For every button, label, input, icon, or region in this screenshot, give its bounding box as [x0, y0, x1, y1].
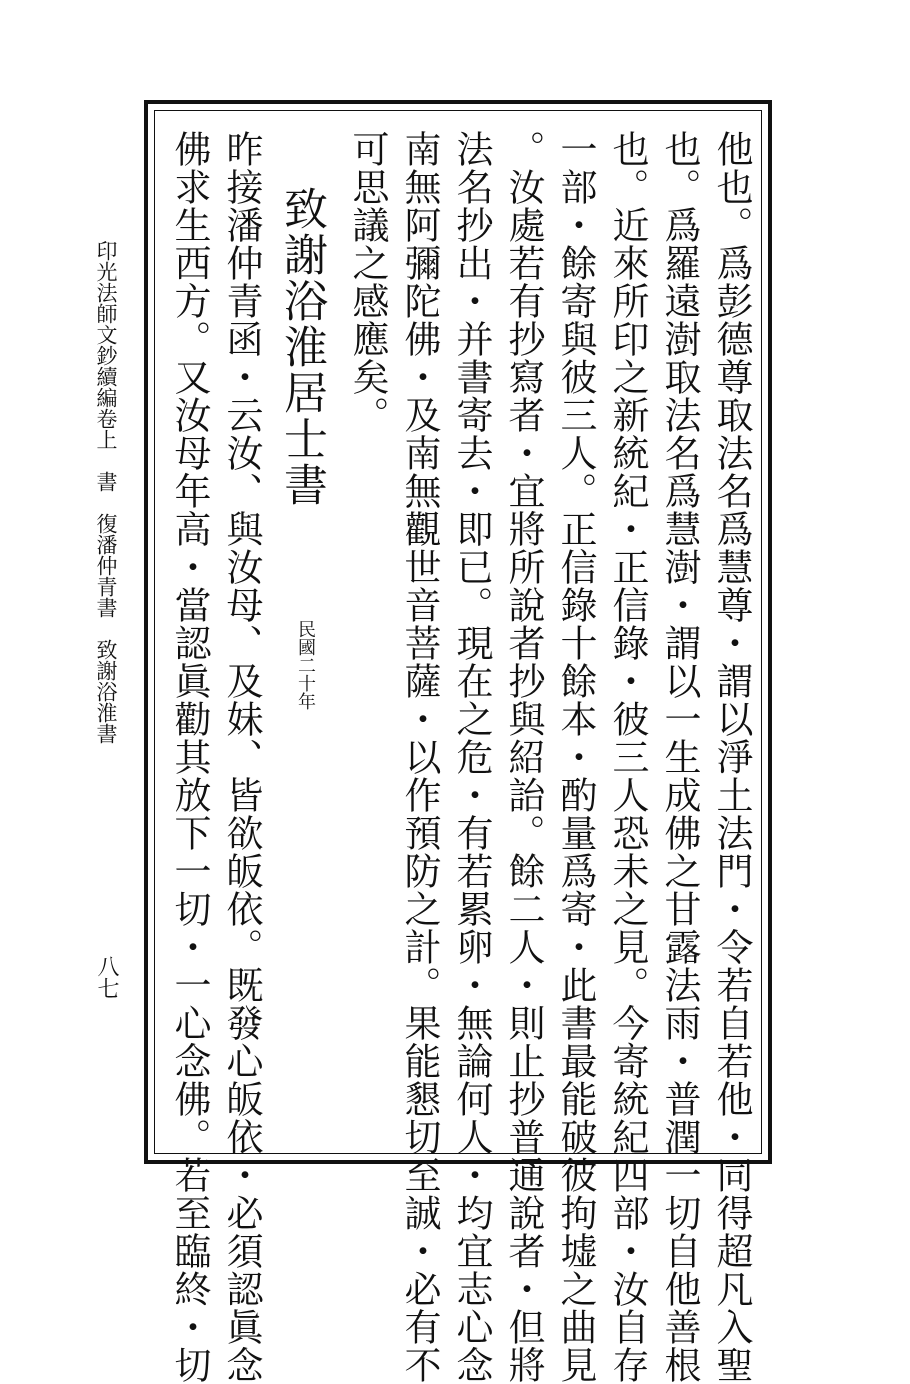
text-column-4: 一部・餘寄與彼三人。正信錄十餘本・酌量爲寄・此書最能破彼拘墟之曲見: [554, 130, 597, 1384]
letter-title: 致謝浴淮居士書: [276, 186, 327, 508]
text-column-7: 南無阿彌陀佛・及南無觀世音菩薩・以作預防之計。果能懇切至誠・必有不: [398, 130, 441, 1384]
text-column-1: 他也。爲彭德尊取法名爲慧尊・謂以淨土法門・令若自若他・同得超凡入聖: [710, 130, 753, 1384]
letter-column-1: 昨接潘仲青函・云汝、與汝母、及妹、皆欲皈依。既發心皈依・必須認眞念: [220, 130, 263, 1384]
letter-column-2: 佛求生西方。又汝母年高・當認眞勸其放下一切・一心念佛。若至臨終・切: [168, 130, 211, 1384]
running-head: 印光法師文鈔續編卷上 書 復潘仲青書 致謝浴淮書: [94, 240, 118, 744]
text-column-6: 法名抄出・并書寄去・即已。現在之危・有若累卵・無論何人・均宜志心念: [450, 130, 493, 1384]
page-number: 八七: [94, 955, 119, 999]
letter-date: 民國二十年: [295, 620, 316, 710]
text-area: [160, 130, 756, 1384]
text-column-5: 。汝處若有抄寫者・宜將所說者抄與紹詒。餘二人・則止抄普通說者・但將: [502, 130, 545, 1384]
text-column-2: 也。爲羅遠澍取法名爲慧澍・謂以一生成佛之甘露法雨・普潤一切自他善根: [658, 130, 701, 1384]
text-column-8: 可思議之感應矣。: [346, 130, 389, 434]
text-column-3: 也。近來所印之新統紀・正信錄・彼三人恐未之見。今寄統紀四部・汝自存: [606, 130, 649, 1384]
